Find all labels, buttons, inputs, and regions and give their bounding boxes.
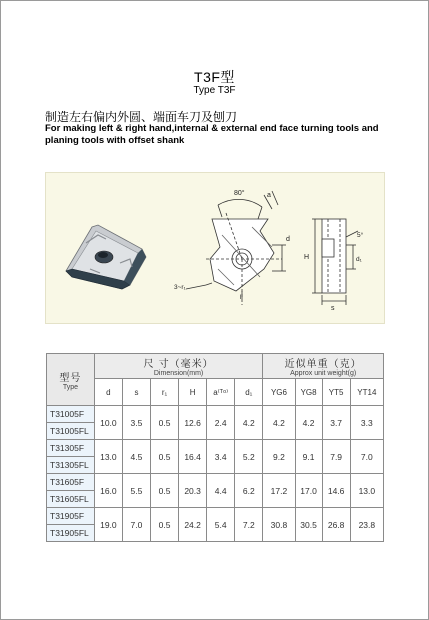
value-cell: 17.2 xyxy=(263,474,295,508)
page-subtitle: Type T3F xyxy=(193,85,236,96)
value-cell: 3.3 xyxy=(350,406,383,440)
value-cell: 4.5 xyxy=(122,440,150,474)
value-cell: 30.8 xyxy=(263,508,295,542)
value-cell: 9.1 xyxy=(295,440,322,474)
value-cell: 4.4 xyxy=(207,474,235,508)
value-cell: 5.5 xyxy=(122,474,150,508)
value-cell: 9.2 xyxy=(263,440,295,474)
value-cell: 16.0 xyxy=(94,474,122,508)
value-cell: 7.2 xyxy=(235,508,263,542)
type-cell: T31005FL xyxy=(47,423,95,440)
weight-header xyxy=(263,354,384,379)
value-cell: 14.6 xyxy=(322,474,350,508)
value-cell: 4.2 xyxy=(263,406,295,440)
description-chinese: 制造左右偏内外圆、端面车刀及刨刀 xyxy=(45,110,238,124)
insert-side-view xyxy=(312,219,358,305)
value-cell: 2.4 xyxy=(207,406,235,440)
radius-label: 3~r₁ xyxy=(174,284,186,291)
value-cell: 0.5 xyxy=(150,406,178,440)
dim-d-label: d xyxy=(286,236,290,243)
value-cell: 16.4 xyxy=(179,440,207,474)
type-cell: T31905F xyxy=(47,508,95,525)
table-row xyxy=(47,508,384,525)
column-header-r1: r₁ xyxy=(150,379,178,406)
type-cell: T31305F xyxy=(47,440,95,457)
value-cell: 20.3 xyxy=(179,474,207,508)
page-title: T3F型 xyxy=(194,69,235,85)
column-header-yg8: YG8 xyxy=(295,379,322,406)
value-cell: 23.8 xyxy=(350,508,383,542)
dimension-header-en: Dimension(mm) xyxy=(153,370,204,377)
type-header-cn: 型号 xyxy=(59,372,82,384)
column-header-a: a⁽ᵀᵒ⁾ xyxy=(207,379,235,406)
dim-H-label: H xyxy=(304,254,310,261)
value-cell: 3.5 xyxy=(122,406,150,440)
table-row xyxy=(47,406,384,423)
angle-5-label: 5° xyxy=(357,232,364,239)
column-header-yt14: YT14 xyxy=(350,379,383,406)
insert-front-view xyxy=(186,191,286,305)
type-cell: T31605F xyxy=(47,474,95,491)
table-row xyxy=(47,440,384,457)
value-cell: 0.5 xyxy=(150,508,178,542)
type-cell: T31005F xyxy=(47,406,95,423)
value-cell: 26.8 xyxy=(322,508,350,542)
column-header-d: d xyxy=(94,379,122,406)
value-cell: 0.5 xyxy=(150,440,178,474)
description-english: For making left & right hand,internal & external end face turning tools and planing tools with offset shank xyxy=(45,123,379,146)
dim-l-label: l xyxy=(240,294,242,301)
spec-table-wrapper xyxy=(46,353,384,542)
column-header-yg6: YG6 xyxy=(263,379,295,406)
value-cell: 17.0 xyxy=(295,474,322,508)
dim-d1-label: d₁ xyxy=(356,256,362,263)
column-header-d1: d₁ xyxy=(235,379,263,406)
value-cell: 7.0 xyxy=(122,508,150,542)
value-cell: 6.2 xyxy=(235,474,263,508)
dim-a-label: a xyxy=(267,192,271,199)
type-cell: T31905FL xyxy=(47,525,95,542)
column-header-s: s xyxy=(122,379,150,406)
value-cell: 30.5 xyxy=(295,508,322,542)
weight-header-cn: 近似单重（克） xyxy=(284,359,362,370)
spec-table xyxy=(46,353,384,542)
value-cell: 7.9 xyxy=(322,440,350,474)
value-cell: 12.6 xyxy=(179,406,207,440)
value-cell: 3.4 xyxy=(207,440,235,474)
value-cell: 3.7 xyxy=(322,406,350,440)
insert-3d-image xyxy=(66,225,146,289)
type-cell: T31605FL xyxy=(47,491,95,508)
type-header xyxy=(47,354,95,406)
insert-drawing xyxy=(46,173,384,323)
value-cell: 7.0 xyxy=(350,440,383,474)
column-header-H: H xyxy=(179,379,207,406)
value-cell: 13.0 xyxy=(350,474,383,508)
value-cell: 10.0 xyxy=(94,406,122,440)
value-cell: 5.4 xyxy=(207,508,235,542)
value-cell: 19.0 xyxy=(94,508,122,542)
value-cell: 4.2 xyxy=(235,406,263,440)
value-cell: 24.2 xyxy=(179,508,207,542)
weight-header-en: Approx unit weight(g) xyxy=(290,370,357,377)
value-cell: 4.2 xyxy=(295,406,322,440)
dimension-header xyxy=(94,354,263,379)
column-header-yt5: YT5 xyxy=(322,379,350,406)
type-header-en: Type xyxy=(62,383,78,391)
value-cell: 0.5 xyxy=(150,474,178,508)
angle-80-label: 80° xyxy=(234,190,245,197)
table-row xyxy=(47,474,384,491)
value-cell: 5.2 xyxy=(235,440,263,474)
dim-s-label: s xyxy=(331,305,335,312)
type-cell: T31305FL xyxy=(47,457,95,474)
value-cell: 13.0 xyxy=(94,440,122,474)
dimension-header-cn: 尺 寸（毫米） xyxy=(143,359,214,370)
insert-figure-panel xyxy=(45,172,385,324)
